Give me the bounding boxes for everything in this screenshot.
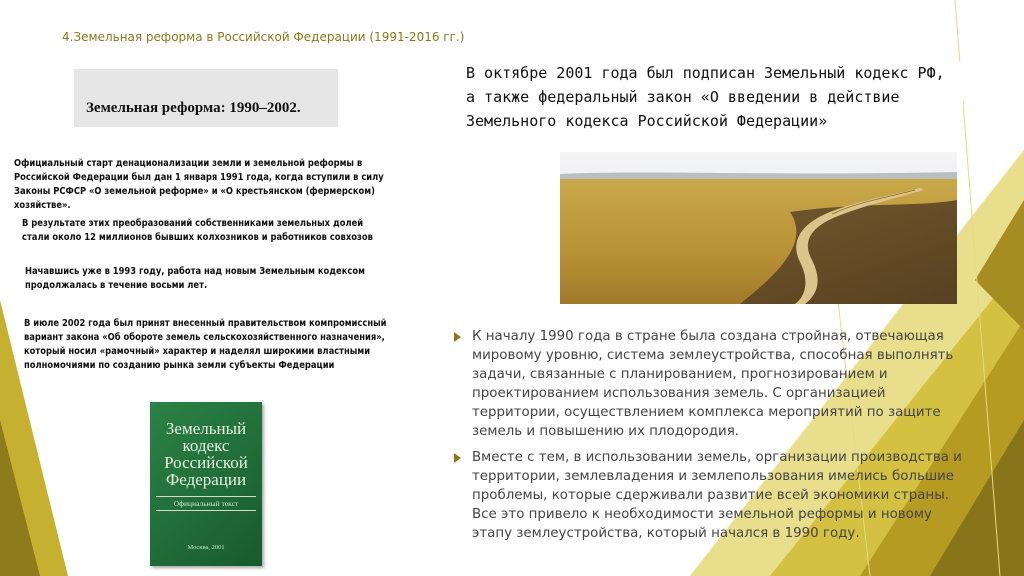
list-item [454,327,974,441]
land-code-callout-text: В октябре 2001 года был подписан Земельный кодекс РФ, а также федеральный закон «О введении в действие Земельного кодекса Российской Федерации» [466,64,945,130]
book-title: Земельный кодекс Российской Федерации [164,419,248,489]
paragraph-land-code-work: Начавшись уже в 1993 году, работа над новым Земельным кодексом продолжалась в течение восьми лет. [25,266,365,291]
book-city: Москва, 2001 [187,544,225,551]
bullet-list [454,327,974,550]
book-subtitle: Официальный текст [156,496,256,511]
paragraph-shareholders: В результате этих преобразований собственниками земельных долей стали около 12 миллионов бывших колхозников и работников совхозов [22,218,373,243]
bullet-arrow-icon [454,332,461,342]
banner [74,69,338,127]
slide-title: 4.Земельная реформа в Российской Федерации (1991-2016 гг.) [62,30,465,44]
paragraph-july-2002: В июле 2002 года был принят внесенный правительством компромиссный вариант закона «Об обороте земель сельскохозяйственного назначения», который носил «рамочный» характер и наделял широкими властными полномочиями по созданию рынка земли субъекты Федерации [24,318,387,371]
bullet-arrow-icon [454,453,461,463]
banner-heading: Земельная реформа: 1990–2002. [86,100,301,116]
list-item [454,448,974,543]
land-code-book-image [150,402,262,566]
land-code-callout [458,61,963,156]
bullet-text: К началу 1990 года в стране была создана стройная, отвечающая мировому уровню, система землеустройства, способная выполнять задачи, связанные с планированием, прогнозированием и проектированием использования земель. С организацией территории, осуществлением комплекса мероприятий по защите земель и повышению их плодородия. [472,329,954,439]
bullet-text: Вместе с тем, в использовании земель, организации производства и территории, землевладения и землепользования имелись большие проблемы, которые сдерживали развитие всей экономики страны. Все это привело к необходимости земельной реформы и новому этапу землеустройства, который начался в 1990 году. [472,450,962,541]
steppe-road-photo [560,152,957,304]
paragraph-official-start: Официальный старт денационализации земли и земельной реформы в Российской Федерации был дан 1 января 1991 года, когда вступили в силу Законы РСФСР «О земельной реформе» и «О крестьянском (фермерском) хозяйстве». [14,158,384,211]
